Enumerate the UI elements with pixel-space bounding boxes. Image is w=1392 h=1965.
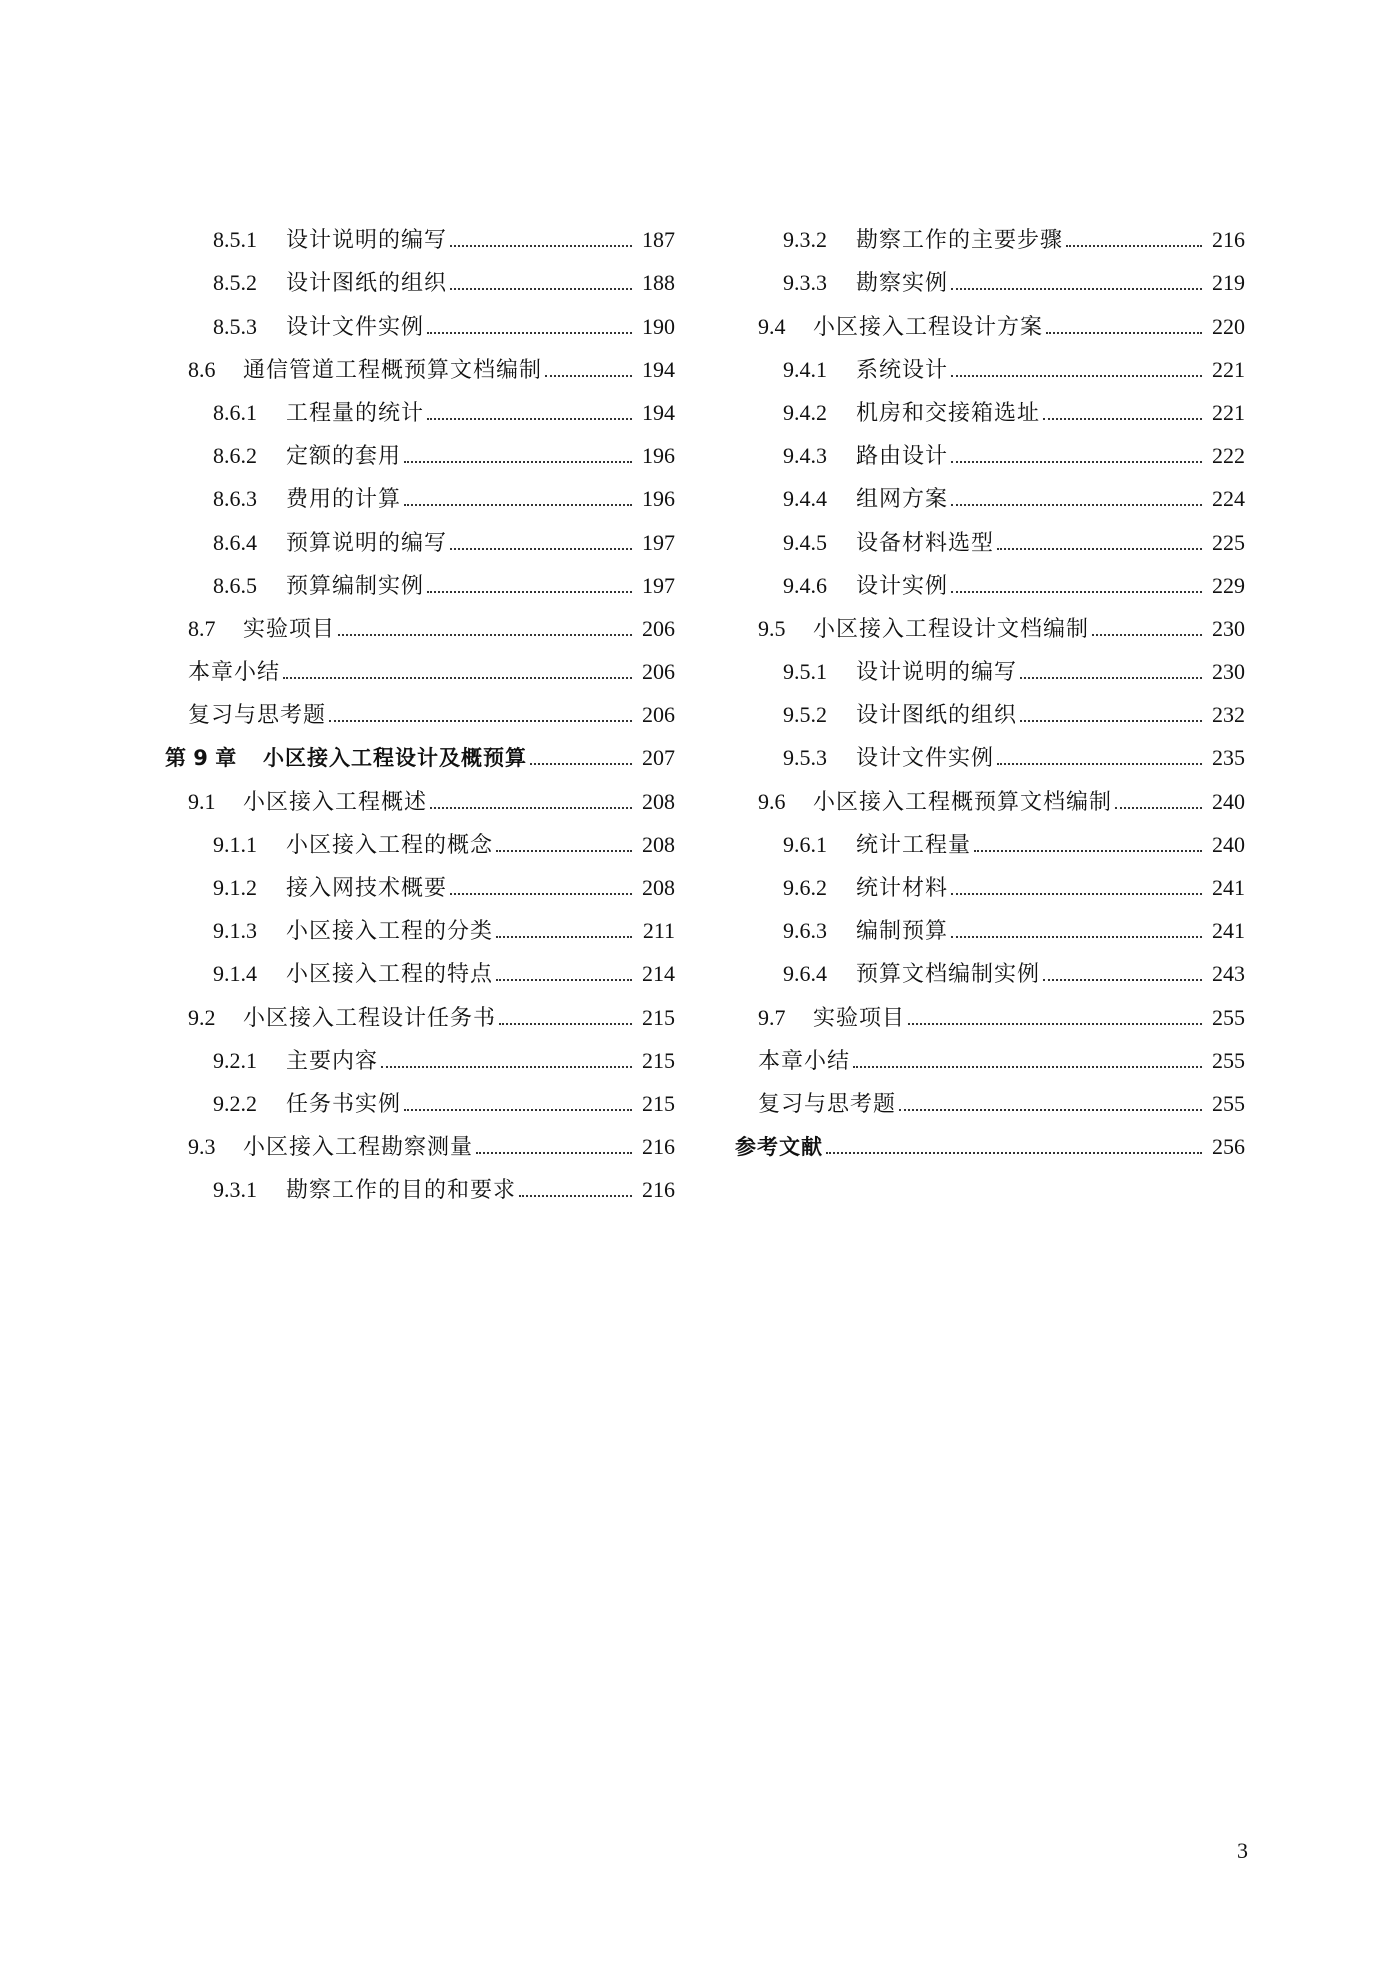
toc-entry-page: 207 xyxy=(642,745,675,771)
toc-entry-page: 232 xyxy=(1212,702,1245,728)
toc-entry-page: 215 xyxy=(642,1004,675,1030)
toc-entry-number: 9.5.2 xyxy=(783,702,827,728)
toc-entry[interactable] xyxy=(735,1115,1245,1158)
toc-entry[interactable] xyxy=(735,338,1245,381)
toc-entry-page: 188 xyxy=(642,270,675,296)
dot-leader xyxy=(899,1109,1202,1111)
toc-entry-page: 221 xyxy=(1212,399,1245,425)
toc-entry[interactable] xyxy=(735,381,1245,424)
toc-entry-page: 221 xyxy=(1212,356,1245,382)
toc-entry-number: 9.3.2 xyxy=(783,227,827,253)
toc-entry-title: 路由设计 xyxy=(856,443,949,469)
toc-entry-number: 9.5.3 xyxy=(783,745,827,771)
toc-entry-number: 9.1.4 xyxy=(213,961,257,987)
toc-entry-title: 组网方案 xyxy=(856,486,949,512)
toc-entry[interactable] xyxy=(165,1115,675,1158)
toc-entry[interactable] xyxy=(735,1029,1245,1072)
toc-entry-number: 9.4.6 xyxy=(783,572,827,598)
dot-leader xyxy=(951,504,1202,506)
toc-entry-number: 9.3 xyxy=(188,1134,216,1160)
toc-entry-number: 8.6.1 xyxy=(213,399,257,425)
toc-entry[interactable] xyxy=(165,640,675,683)
dot-leader xyxy=(530,763,632,765)
toc-entry-title: 预算说明的编写 xyxy=(286,529,448,555)
toc-entry-number: 9.5 xyxy=(758,615,786,641)
toc-entry-page: 208 xyxy=(642,875,675,900)
toc-entry-title: 设计文件实例 xyxy=(856,745,995,771)
toc-entry-page: 255 xyxy=(1212,1047,1245,1073)
toc-entry[interactable] xyxy=(165,942,675,985)
toc-entry-title: 任务书实例 xyxy=(286,1090,402,1116)
toc-entry[interactable] xyxy=(735,251,1245,294)
dot-leader xyxy=(951,936,1202,938)
toc-entry-page: 194 xyxy=(642,399,675,425)
toc-entry-page: 211 xyxy=(642,918,675,944)
toc-entry[interactable] xyxy=(165,294,675,337)
toc-entry[interactable] xyxy=(165,424,675,467)
toc-entry-number: 9.1.3 xyxy=(213,918,257,944)
toc-entry-title: 系统设计 xyxy=(856,356,949,382)
toc-entry-number: 8.6.5 xyxy=(213,572,257,598)
dot-leader xyxy=(338,634,632,636)
toc-entry-number: 8.6.2 xyxy=(213,443,257,469)
toc-entry-number: 第 9 章 xyxy=(165,746,237,771)
toc-entry-number: 9.6.1 xyxy=(783,831,827,857)
toc-entry-page: 219 xyxy=(1212,270,1245,296)
toc-entry-title: 本章小结 xyxy=(758,1047,851,1073)
toc-entry[interactable] xyxy=(165,813,675,856)
toc-entry-title: 主要内容 xyxy=(286,1047,379,1073)
toc-entry[interactable] xyxy=(165,251,675,294)
dot-leader xyxy=(826,1152,1202,1154)
toc-entry[interactable] xyxy=(165,683,675,726)
toc-entry[interactable] xyxy=(735,554,1245,597)
toc-entry-number: 9.5.1 xyxy=(783,659,827,685)
toc-entry-title: 复习与思考题 xyxy=(188,702,327,728)
toc-entry[interactable] xyxy=(735,683,1245,726)
toc-entry-page: 241 xyxy=(1212,875,1245,900)
toc-entry-title: 设计图纸的组织 xyxy=(286,270,448,296)
toc-entry-title: 勘察实例 xyxy=(856,270,949,296)
toc-entry-page: 230 xyxy=(1212,659,1245,685)
toc-entry-title: 费用的计算 xyxy=(286,486,402,512)
dot-leader xyxy=(450,548,632,550)
toc-entry[interactable] xyxy=(735,424,1245,467)
dot-leader xyxy=(951,288,1202,290)
dot-leader xyxy=(1020,720,1202,722)
toc-entry-title: 小区接入工程勘察测量 xyxy=(243,1134,474,1160)
toc-entry-page: 216 xyxy=(1212,227,1245,253)
dot-leader xyxy=(1046,332,1202,334)
toc-entry-number: 9.3.3 xyxy=(783,270,827,296)
toc-entry-title: 小区接入工程设计文档编制 xyxy=(813,615,1090,641)
toc-entry[interactable] xyxy=(165,1029,675,1072)
toc-entry-title: 预算编制实例 xyxy=(286,572,425,598)
toc-entry-title: 接入网技术概要 xyxy=(286,875,448,900)
dot-leader xyxy=(329,720,632,722)
toc-entry-number: 8.5.1 xyxy=(213,227,257,253)
toc-entry-title: 机房和交接箱选址 xyxy=(856,399,1041,425)
toc-entry-title: 设备材料选型 xyxy=(856,529,995,555)
toc-entry-number: 8.7 xyxy=(188,615,216,641)
toc-entry-number: 9.4.4 xyxy=(783,486,827,512)
toc-entry-number: 9.4.1 xyxy=(783,356,827,382)
dot-leader xyxy=(1115,807,1202,809)
toc-entry-page: 240 xyxy=(1212,831,1245,857)
toc-entry-page: 197 xyxy=(642,529,675,555)
toc-entry-title: 通信管道工程概预算文档编制 xyxy=(243,356,543,382)
dot-leader xyxy=(853,1066,1202,1068)
toc-entry[interactable] xyxy=(165,985,675,1028)
dot-leader xyxy=(545,375,632,377)
toc-entry-page: 194 xyxy=(642,356,675,382)
toc-entry[interactable] xyxy=(735,942,1245,985)
toc-entry-page: 206 xyxy=(642,615,675,641)
toc-entry[interactable] xyxy=(735,467,1245,510)
toc-entry-page: 196 xyxy=(642,486,675,512)
dot-leader xyxy=(1066,245,1202,247)
toc-entry-number: 9.4 xyxy=(758,313,786,339)
toc-entry[interactable] xyxy=(735,510,1245,553)
toc-entry-number: 8.5.3 xyxy=(213,313,257,339)
toc-entry-title: 勘察工作的目的和要求 xyxy=(286,1177,517,1203)
toc-entry[interactable] xyxy=(735,856,1245,899)
toc-entry-title: 小区接入工程设计方案 xyxy=(813,313,1044,339)
toc-entry-page: 206 xyxy=(642,659,675,685)
toc-entry-page: 225 xyxy=(1212,529,1245,555)
toc-entry-title: 本章小结 xyxy=(188,659,281,685)
toc-entry-number: 9.6.2 xyxy=(783,875,827,900)
toc-entry-number: 9.3.1 xyxy=(213,1177,257,1203)
toc-entry[interactable] xyxy=(165,1158,675,1201)
toc-entry-number: 8.6 xyxy=(188,356,216,382)
toc-entry-number: 9.4.3 xyxy=(783,443,827,469)
dot-leader xyxy=(997,763,1202,765)
dot-leader xyxy=(427,332,632,334)
toc-entry[interactable] xyxy=(735,1072,1245,1115)
toc-entry-page: 222 xyxy=(1212,443,1245,469)
toc-entry-page: 214 xyxy=(642,961,675,987)
toc-entry-number: 8.5.2 xyxy=(213,270,257,296)
toc-entry-title: 复习与思考题 xyxy=(758,1090,897,1116)
toc-entry-page: 255 xyxy=(1212,1090,1245,1116)
toc-entry-number: 9.6.4 xyxy=(783,961,827,987)
toc-entry-title: 预算文档编制实例 xyxy=(856,961,1041,987)
toc-entry[interactable] xyxy=(165,899,675,942)
toc-entry-page: 208 xyxy=(642,831,675,857)
toc-entry[interactable] xyxy=(165,338,675,381)
toc-entry-title: 小区接入工程设计及概预算 xyxy=(263,746,527,771)
toc-entry[interactable] xyxy=(735,726,1245,769)
toc-entry-page: 241 xyxy=(1212,918,1245,944)
toc-entry-title: 设计实例 xyxy=(856,572,949,598)
dot-leader xyxy=(951,375,1202,377)
dot-leader xyxy=(404,504,632,506)
dot-leader xyxy=(496,936,632,938)
toc-entry[interactable] xyxy=(735,597,1245,640)
toc-entry-title: 勘察工作的主要步骤 xyxy=(856,227,1064,253)
toc-entry-number: 9.6.3 xyxy=(783,918,827,944)
toc-entry-number: 8.6.4 xyxy=(213,529,257,555)
toc-entry-page: 216 xyxy=(642,1177,675,1203)
toc-entry-page: 215 xyxy=(642,1047,675,1073)
toc-entry[interactable] xyxy=(165,856,675,899)
toc-entry-title: 小区接入工程概预算文档编制 xyxy=(813,788,1113,814)
toc-entry[interactable] xyxy=(735,640,1245,683)
toc-entry-page: 235 xyxy=(1212,745,1245,771)
toc-entry-title: 设计图纸的组织 xyxy=(856,702,1018,728)
dot-leader xyxy=(496,850,632,852)
dot-leader xyxy=(450,893,632,895)
dot-leader xyxy=(997,548,1202,550)
dot-leader xyxy=(450,245,632,247)
toc-right-column xyxy=(735,208,1245,1158)
toc-left-column xyxy=(165,208,675,1201)
toc-entry-title: 统计工程量 xyxy=(856,831,972,857)
toc-entry-title: 参考文献 xyxy=(735,1135,823,1160)
toc-entry-title: 设计说明的编写 xyxy=(286,227,448,253)
toc-entry-page: 230 xyxy=(1212,615,1245,641)
toc-entry-number: 9.4.5 xyxy=(783,529,827,555)
dot-leader xyxy=(427,591,632,593)
toc-entry-page: 208 xyxy=(642,788,675,814)
toc-entry[interactable] xyxy=(735,769,1245,812)
toc-entry-page: 190 xyxy=(642,313,675,339)
toc-entry-title: 小区接入工程的特点 xyxy=(286,961,494,987)
dot-leader xyxy=(496,979,632,981)
dot-leader xyxy=(908,1023,1202,1025)
dot-leader xyxy=(427,418,632,420)
toc-entry-number: 9.1 xyxy=(188,788,216,814)
toc-entry-page: 229 xyxy=(1212,572,1245,598)
dot-leader xyxy=(951,461,1202,463)
toc-entry[interactable] xyxy=(165,597,675,640)
toc-entry-page: 215 xyxy=(642,1090,675,1116)
dot-leader xyxy=(499,1023,632,1025)
toc-entry[interactable] xyxy=(735,813,1245,856)
toc-entry-title: 实验项目 xyxy=(813,1004,906,1030)
toc-entry[interactable] xyxy=(165,554,675,597)
dot-leader xyxy=(404,461,632,463)
toc-entry[interactable] xyxy=(735,899,1245,942)
toc-entry[interactable] xyxy=(165,467,675,510)
toc-entry-title: 设计说明的编写 xyxy=(856,659,1018,685)
toc-entry-title: 小区接入工程的分类 xyxy=(286,918,494,944)
toc-entry-title: 小区接入工程设计任务书 xyxy=(243,1004,497,1030)
toc-entry-number: 9.6 xyxy=(758,788,786,814)
toc-entry-title: 工程量的统计 xyxy=(286,399,425,425)
toc-entry-page: 196 xyxy=(642,443,675,469)
toc-entry-title: 统计材料 xyxy=(856,875,949,900)
toc-entry[interactable] xyxy=(165,1072,675,1115)
toc-entry-page: 220 xyxy=(1212,313,1245,339)
toc-entry[interactable] xyxy=(735,985,1245,1028)
toc-entry-page: 206 xyxy=(642,702,675,728)
dot-leader xyxy=(951,893,1202,895)
toc-entry[interactable] xyxy=(735,208,1245,251)
toc-entry-title: 小区接入工程概述 xyxy=(243,788,428,814)
toc-entry-page: 197 xyxy=(642,572,675,598)
toc-entry-number: 9.4.2 xyxy=(783,399,827,425)
toc-entry[interactable] xyxy=(735,294,1245,337)
toc-entry-title: 实验项目 xyxy=(243,615,336,641)
toc-entry-title: 编制预算 xyxy=(856,918,949,944)
dot-leader xyxy=(974,850,1202,852)
dot-leader xyxy=(430,807,632,809)
dot-leader xyxy=(381,1066,632,1068)
toc-entry[interactable] xyxy=(165,208,675,251)
toc-entry-page: 224 xyxy=(1212,486,1245,512)
toc-entry-page: 243 xyxy=(1212,961,1245,987)
toc-entry[interactable] xyxy=(165,769,675,812)
toc-entry-title: 定额的套用 xyxy=(286,443,402,469)
dot-leader xyxy=(1043,418,1202,420)
toc-entry-number: 9.1.1 xyxy=(213,831,257,857)
toc-entry-number: 9.1.2 xyxy=(213,875,257,900)
toc-entry-page: 256 xyxy=(1212,1134,1245,1160)
dot-leader xyxy=(1043,979,1202,981)
dot-leader xyxy=(519,1195,632,1197)
toc-entry-title: 设计文件实例 xyxy=(286,313,425,339)
toc-entry[interactable] xyxy=(165,726,675,769)
dot-leader xyxy=(476,1152,632,1154)
dot-leader xyxy=(951,591,1202,593)
toc-entry-page: 216 xyxy=(642,1134,675,1160)
toc-entry[interactable] xyxy=(165,510,675,553)
toc-entry-page: 187 xyxy=(642,227,675,253)
toc-entry-number: 9.7 xyxy=(758,1004,786,1030)
toc-entry-page: 240 xyxy=(1212,788,1245,814)
toc-entry-number: 9.2.2 xyxy=(213,1090,257,1116)
dot-leader xyxy=(1020,677,1202,679)
toc-entry-title: 小区接入工程的概念 xyxy=(286,831,494,857)
toc-entry-number: 8.6.3 xyxy=(213,486,257,512)
dot-leader xyxy=(404,1109,632,1111)
toc-entry[interactable] xyxy=(165,381,675,424)
page-number: 3 xyxy=(1237,1838,1248,1863)
dot-leader xyxy=(283,677,632,679)
toc-entry-number: 9.2.1 xyxy=(213,1047,257,1073)
toc-entry-page: 255 xyxy=(1212,1004,1245,1030)
dot-leader xyxy=(450,288,632,290)
dot-leader xyxy=(1092,634,1202,636)
toc-entry-number: 9.2 xyxy=(188,1004,216,1030)
